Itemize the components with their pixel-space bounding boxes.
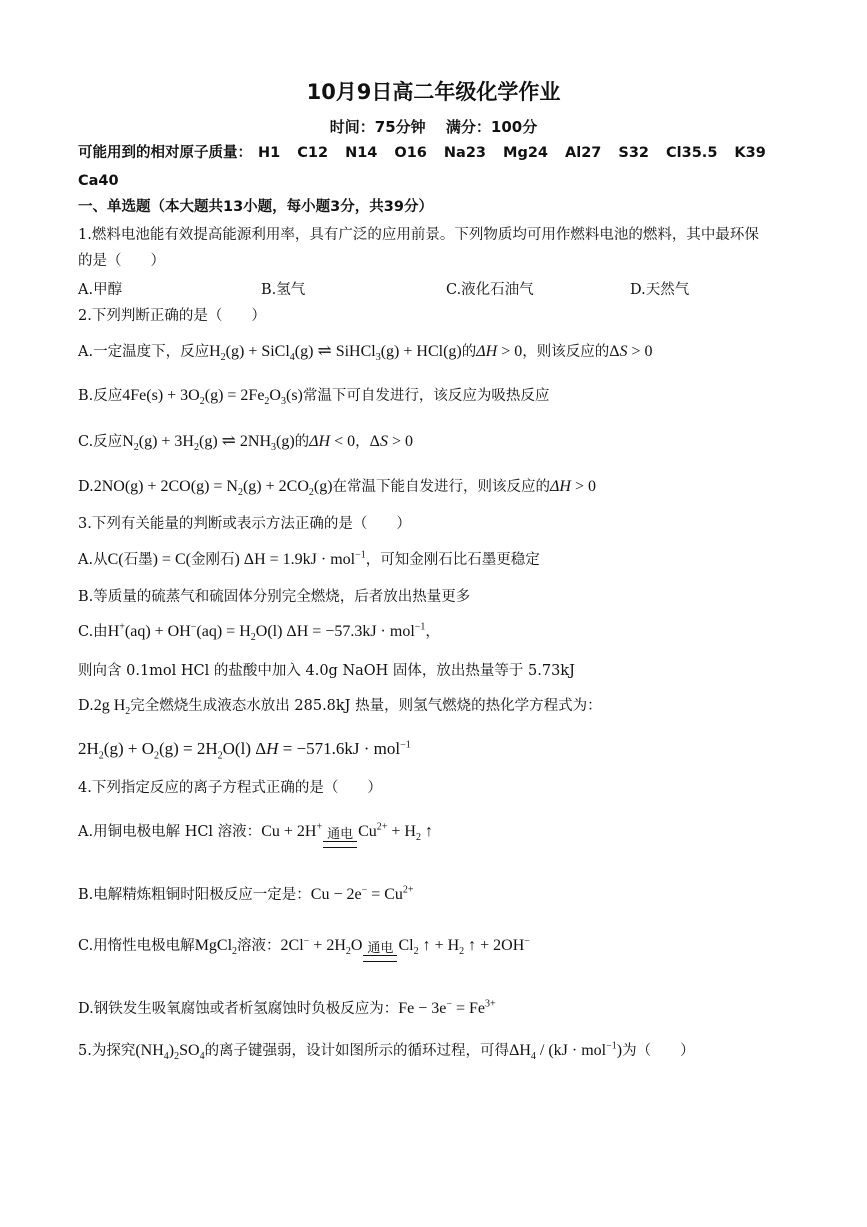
atomic-mass-item: Mg24	[503, 145, 549, 161]
q2-option-c: C.反应$N_2(g) + 3H_2(g)$ ⇌ $2NH_3(g)$的ΔH < 0，ΔS > 0	[78, 431, 413, 454]
atomic-mass-item: C12	[297, 145, 329, 161]
q1-stem-cont: 的是（ ）	[78, 253, 165, 269]
page-title: 10月9日高二年级化学作业	[306, 80, 561, 104]
exam-time-score: 时间：75分钟 满分：100分	[329, 118, 538, 136]
q5-stem: 5.为探究$(NH_4)_2SO_4$的离子键强弱，设计如图所示的循环过程，可得$\Delta H_4 / (kJ \cdot mol^{-1})$为（ ）	[78, 1040, 695, 1063]
q2-stem: 2.下列判断正确的是（ ）	[78, 308, 266, 324]
q3-thermo-equation: $2H_2(g) + O_2(g) = 2H_2O(l) \Delta H = -571.6kJ \cdot mol^{-1}$	[78, 739, 411, 762]
q3-option-c: C.由$H^+(aq) + OH^-(aq) = H_2O(l) \Delta H = -57.3kJ \cdot mol^{-1}$，	[78, 621, 440, 644]
atomic-mass-item: Cl35.5	[666, 145, 718, 161]
q4-stem: 4.下列指定反应的离子方程式正确的是（ ）	[78, 780, 382, 796]
atomic-mass-label: 可能用到的相对原子质量：	[78, 145, 252, 161]
atomic-mass-item: H1	[258, 145, 281, 161]
atomic-mass-item: Na23	[443, 145, 487, 161]
q2-option-d: $D.2NO(g) + 2CO(g) = N_2(g) + 2CO_2(g)$在常温下能自发进行，则该反应的ΔH > 0	[78, 478, 597, 499]
q2-option-a: A.一定温度下，反应$H_2(g)$ + SiCl$_4$(g) ⇌ SiHCl$_3$(g) + HCl(g)的ΔH > 0，则该反应的ΔS > 0	[78, 341, 653, 364]
q1-option-c: C.液化石油气	[446, 282, 534, 298]
q1-option-b: B.氢气	[261, 282, 306, 298]
atomic-mass-item: K39	[734, 145, 766, 161]
atomic-mass-item: Al27	[565, 145, 602, 161]
q3-option-a: A.从C(石墨) = C(金刚石) ΔH = 1.9kJ · mol$^{-1}$，可知金刚石比石墨更稳定	[78, 549, 540, 568]
atomic-mass-line	[78, 143, 766, 163]
q4-option-c: C.用惰性电极电解MgCl$_2$溶液：$2Cl^- + 2H_2O$ 通电 $Cl_2$ ↑ + $H_2$ ↑ + 2OH−	[78, 936, 530, 962]
q1-stem: 1.燃料电池能有效提高能源利用率，具有广泛的应用前景。下列物质均可用作燃料电池的燃料，其中最环保	[78, 227, 759, 243]
q1-option-a: A.甲醇	[78, 282, 123, 298]
q3-option-c-cont: 则向含 0.1mol HCl 的盐酸中加入 4.0g NaOH 固体，放出热量等于 5.73kJ	[78, 663, 575, 679]
atomic-mass-item: S32	[618, 145, 650, 161]
q2-option-b: B.反应$4Fe(s) + 3O_2(g) = 2Fe_2O_3(s)$常温下可自发进行，该反应为吸热反应	[78, 387, 550, 408]
q3-option-d: D.2g $H_2$完全燃烧生成液态水放出 285.8kJ 热量，则氢气燃烧的热化学方程式为：	[78, 697, 602, 718]
atomic-mass-item: N14	[345, 145, 378, 161]
q1-option-d: D.天然气	[630, 282, 690, 298]
q4-option-d: D.钢铁发生吸氧腐蚀或者析氢腐蚀时负极反应为：$Fe - 3e^- = Fe^{3+}$	[78, 998, 496, 1017]
q3-option-b: B.等质量的硫蒸气和硫固体分别完全燃烧，后者放出热量更多	[78, 589, 471, 605]
q4-option-a: A.用铜电极电解 HCl 溶液：Cu + 2H+ 通电 $Cu^{2+} + H_2$ ↑	[78, 822, 433, 848]
q4-option-b: B.电解精炼粗铜时阳极反应一定是：$Cu - 2e^- = Cu^{2+}$	[78, 884, 414, 903]
q3-stem: 3.下列有关能量的判断或表示方法正确的是（ ）	[78, 516, 411, 532]
section-title: 一、单选题（本大题共13小题，每小题3分，共39分）	[78, 199, 433, 215]
atomic-mass-item: Ca40	[78, 173, 119, 189]
atomic-mass-item: O16	[394, 145, 427, 161]
